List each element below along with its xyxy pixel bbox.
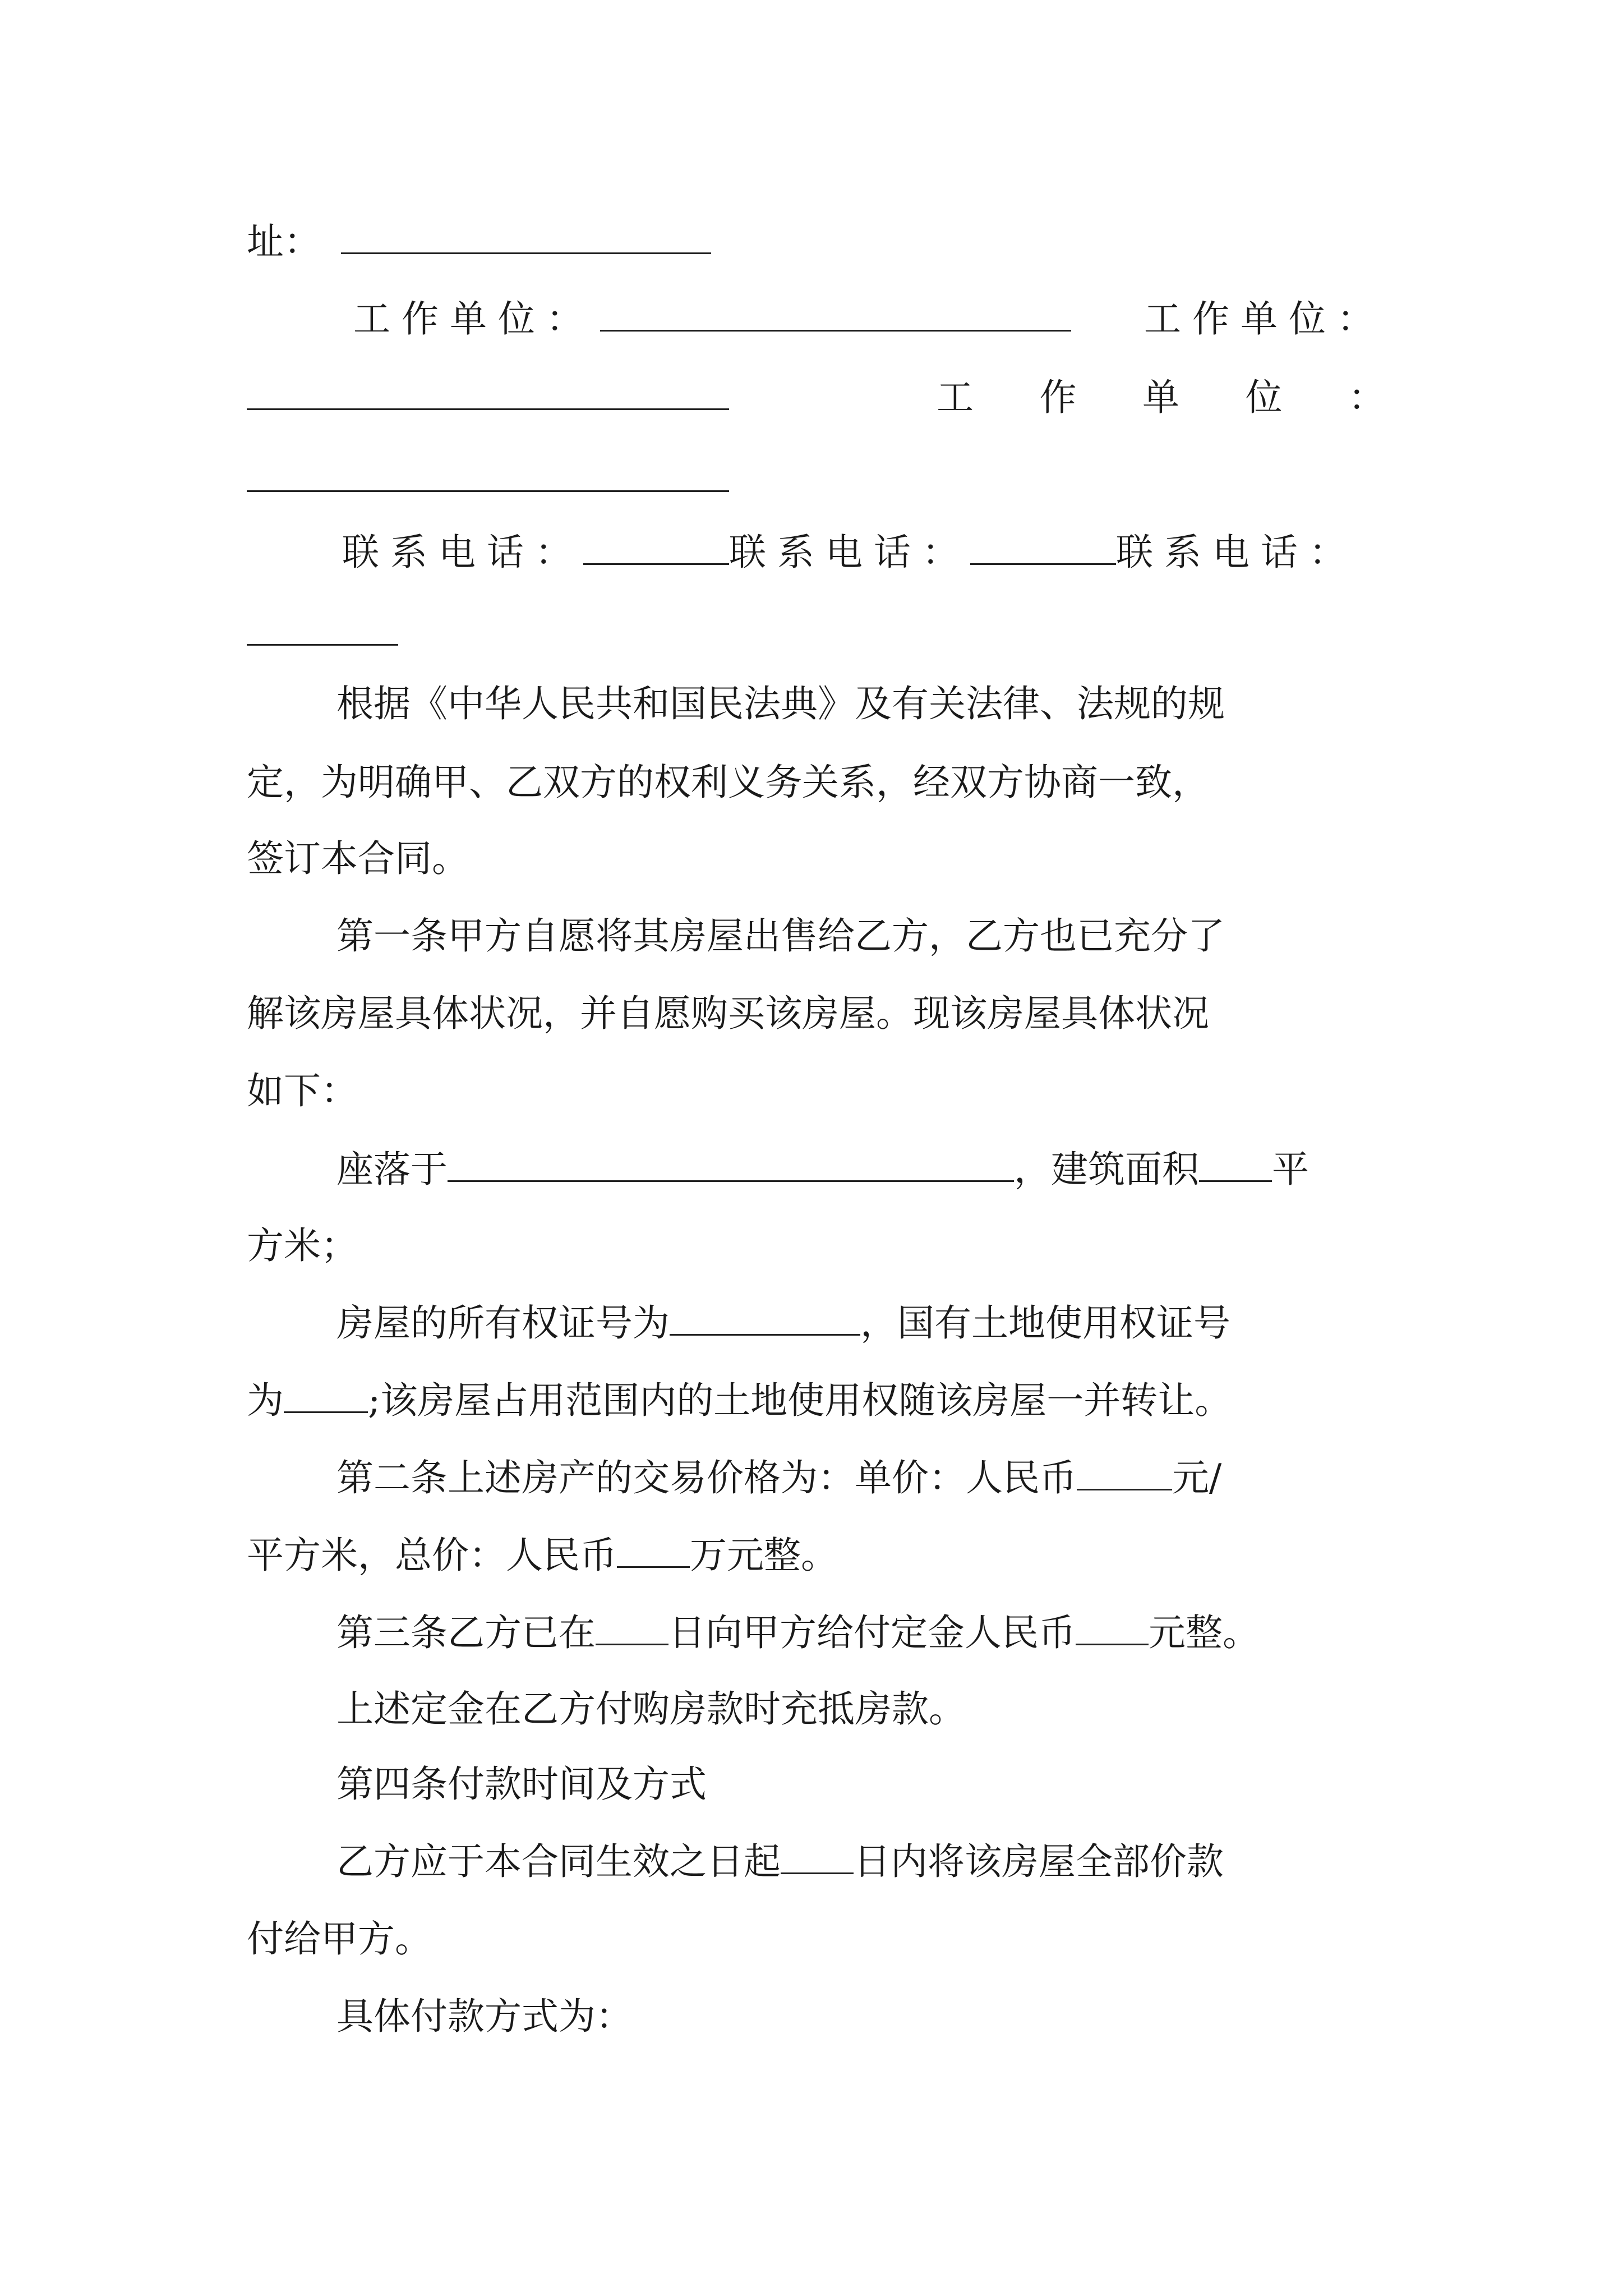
article1-line-2: 解该房屋具体状况，并自愿购买该房屋。现该房屋具体状况 xyxy=(247,992,1209,1035)
employer-blank-3[interactable] xyxy=(247,490,729,492)
deposit-amount-label: 日向甲方给付定金人民币 xyxy=(668,1611,1076,1654)
article2-line-2 xyxy=(247,1513,1385,1598)
employer-label-1: 工作单位： xyxy=(353,297,594,341)
location-label: 座落于 xyxy=(336,1148,448,1191)
payment-days-text: 日内将该房屋全部价款 xyxy=(854,1840,1224,1883)
article4-line-1 xyxy=(336,1820,1385,1904)
unit-price-label: 第二条上述房产的交易价格为：单价：人民币 xyxy=(336,1456,1077,1499)
land-cert-prefix: 为 xyxy=(247,1379,284,1422)
area-unit-line: 方米； xyxy=(247,1224,358,1267)
address-label: 址： xyxy=(247,220,321,263)
article1-line-3: 如下： xyxy=(247,1069,358,1112)
deposit-amount-unit: 元整。 xyxy=(1149,1611,1260,1654)
deposit-date-blank[interactable] xyxy=(596,1613,668,1645)
ownership-cert-label: 房屋的所有权证号为 xyxy=(336,1301,670,1345)
phone-label-3: 联系电话： xyxy=(1116,531,1357,574)
payment-method-label: 具体付款方式为： xyxy=(336,1995,633,2038)
land-transfer-text: ;该房屋占用范围内的土地使用权随该房屋一并转让。 xyxy=(368,1379,1232,1422)
area-label: ，建筑面积 xyxy=(1014,1148,1199,1191)
deposit-date-label: 第三条乙方已在 xyxy=(336,1611,596,1654)
address-blank[interactable] xyxy=(341,222,711,254)
unit-price-blank[interactable] xyxy=(1077,1458,1172,1490)
employer-blank-1[interactable] xyxy=(600,300,1071,332)
phone-blank-3[interactable] xyxy=(247,644,398,646)
address-line xyxy=(247,200,1385,284)
article2-line-1 xyxy=(336,1436,1385,1520)
total-price-blank[interactable] xyxy=(617,1536,690,1568)
article3-line-1 xyxy=(336,1591,1385,1675)
employer-label-2: 工作单位： xyxy=(1144,297,1385,341)
employer-line-2 xyxy=(247,356,1385,440)
land-cert-label: ，国有土地使用权证号 xyxy=(860,1301,1230,1345)
payment-days-label: 乙方应于本合同生效之日起 xyxy=(336,1840,781,1883)
phone-blank-1[interactable] xyxy=(583,533,729,565)
employer-line-1 xyxy=(353,277,1385,361)
preamble-line-3: 签订本合同。 xyxy=(247,837,469,880)
article1-line-1: 第一条甲方自愿将其房屋出售给乙方，乙方也已充分了 xyxy=(336,914,1225,958)
employer-blank-2[interactable] xyxy=(247,378,729,410)
phone-label-2: 联系电话： xyxy=(729,531,970,574)
location-line xyxy=(336,1128,1385,1212)
total-price-unit: 万元整。 xyxy=(690,1534,838,1577)
phone-line xyxy=(342,510,1385,595)
area-blank[interactable] xyxy=(1199,1150,1272,1182)
area-unit-1: 平 xyxy=(1272,1148,1309,1191)
preamble-line-1: 根据《中华人民共和国民法典》及有关法律、法规的规 xyxy=(336,682,1225,725)
land-cert-line xyxy=(247,1359,1385,1443)
ownership-cert-blank[interactable] xyxy=(670,1304,860,1336)
payment-days-blank[interactable] xyxy=(781,1842,854,1874)
unit-price-unit: 元/ xyxy=(1172,1456,1222,1499)
total-price-label: 平方米，总价：人民币 xyxy=(247,1534,617,1577)
phone-label-1: 联系电话： xyxy=(342,531,583,574)
preamble-line-2: 定，为明确甲、乙双方的权利义务关系，经双方协商一致， xyxy=(247,761,1209,804)
article3-line-2: 上述定金在乙方付购房款时充抵房款。 xyxy=(336,1687,966,1731)
phone-blank-2[interactable] xyxy=(970,533,1116,565)
location-blank[interactable] xyxy=(448,1150,1014,1182)
certificate-line xyxy=(336,1281,1385,1365)
land-cert-blank[interactable] xyxy=(284,1381,368,1413)
deposit-amount-blank[interactable] xyxy=(1076,1613,1149,1645)
employer-label-3: 工 作 单 位 ： xyxy=(937,376,1385,419)
article4-line-2: 付给甲方。 xyxy=(247,1917,432,1961)
article4-title: 第四条付款时间及方式 xyxy=(336,1763,707,1806)
